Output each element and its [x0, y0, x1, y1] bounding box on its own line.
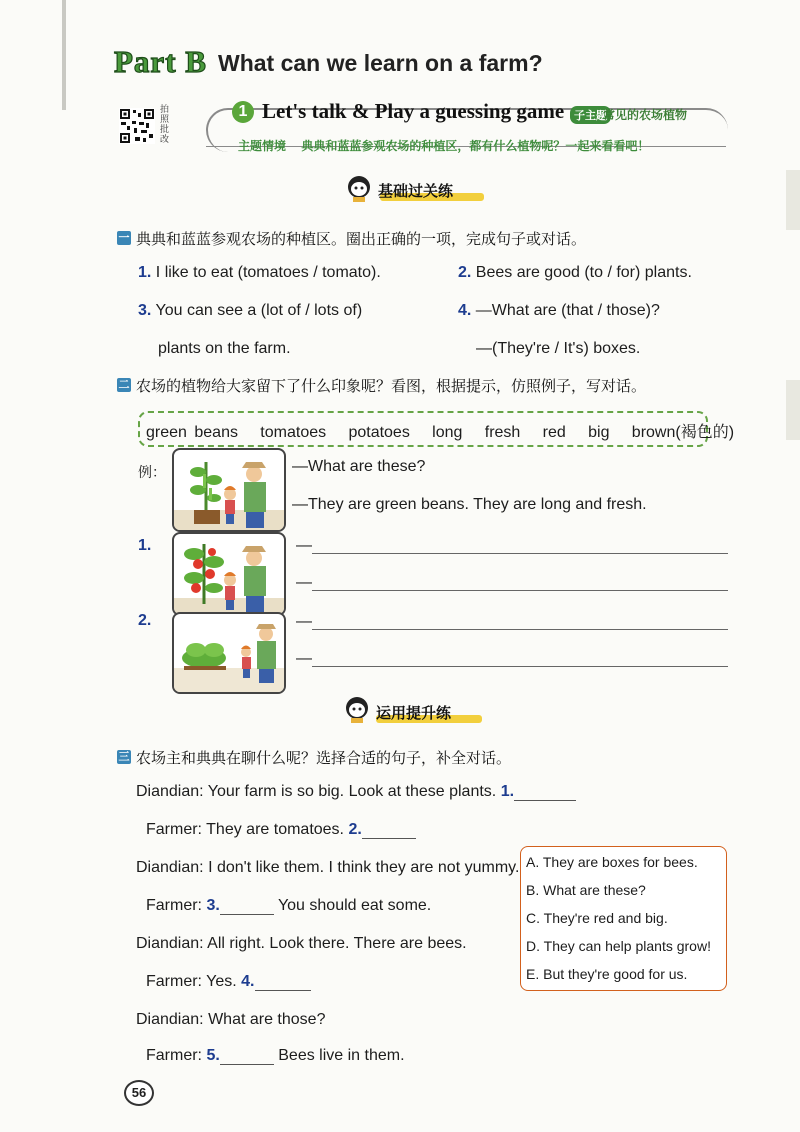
part-label: Part B	[114, 44, 207, 79]
answer-dash: —	[296, 574, 312, 591]
blank-5[interactable]	[220, 1064, 274, 1065]
q1-instruction: 典典和蓝蓝参观农场的种植区。圈出正确的一项，完成句子或对话。	[136, 231, 587, 248]
answer-line[interactable]	[312, 590, 728, 591]
question-icon: 三	[118, 751, 130, 763]
page-title: What can we learn on a farm?	[218, 50, 543, 76]
topic-badge: 子主题	[570, 106, 611, 124]
section-basic-title: 基础过关练	[378, 183, 454, 200]
mascot-icon	[346, 175, 372, 203]
mascot-icon	[344, 696, 370, 724]
answer-line[interactable]	[312, 553, 728, 554]
dialog-line-7: Diandian: What are those?	[136, 1011, 326, 1028]
answer-line[interactable]	[312, 666, 728, 667]
answer-dash: —	[296, 613, 312, 630]
binding-margin-line	[62, 0, 66, 110]
example-question: —What are these?	[292, 458, 426, 475]
lesson-title: Let's talk & Play a guessing game	[262, 99, 565, 123]
q3-instruction: 农场主和典典在聊什么呢？选择合适的句子，补全对话。	[136, 750, 512, 767]
tomato-plant-icon	[174, 534, 284, 614]
q1-item-2: 2. Bees are good (to / for) plants.	[458, 264, 692, 281]
scene-line	[238, 137, 649, 154]
option-a: A. They are boxes for bees.	[526, 854, 698, 870]
option-d: D. They can help plants grow!	[526, 938, 711, 954]
dialog-line-1: Diandian: Your farm is so big. Look at these plants. 1.	[136, 783, 576, 801]
q1-item-4: 4. —What are (that / those)?	[458, 302, 660, 319]
q2-item-2-num: 2.	[138, 612, 152, 629]
dialog-line-6: Farmer: Yes. 4.	[146, 973, 311, 991]
green-beans-plant-icon	[174, 450, 284, 530]
example-picture	[172, 448, 286, 532]
dialog-line-3: Diandian: I don't like them. I think they are not yummy.	[136, 859, 520, 876]
section-advanced-title: 运用提升练	[376, 705, 452, 722]
question-icon: 一	[118, 232, 130, 244]
dialog-line-8: Farmer: 5. Bees live in them.	[146, 1047, 405, 1064]
q1-item-4-cont: —(They're / It's) boxes.	[476, 340, 641, 357]
tomatoes-picture	[172, 532, 286, 616]
answer-line[interactable]	[312, 629, 728, 630]
q2-instruction: 农场的植物给大家留下了什么印象呢？看图，根据提示，仿照例子，写对话。	[136, 378, 647, 395]
qr-note: 拍照批改	[160, 104, 170, 144]
q1-item-1: 1. I like to eat (tomatoes / tomato).	[138, 264, 381, 281]
lesson-number: 1	[232, 101, 254, 123]
answer-dash: —	[296, 650, 312, 667]
topic-text: 常见的农场植物	[603, 108, 688, 122]
answer-dash: —	[296, 537, 312, 554]
question-icon: 二	[118, 379, 130, 391]
q2-item-1-num: 1.	[138, 537, 152, 554]
example-answer: —They are green beans. They are long and fresh.	[292, 496, 647, 513]
dialog-line-2: Farmer: They are tomatoes. 2.	[146, 821, 416, 839]
page-number: 56	[124, 1080, 154, 1106]
example-label: 例：	[138, 464, 166, 480]
option-b: B. What are these?	[526, 882, 646, 898]
blank-3[interactable]	[220, 914, 274, 915]
dialog-line-5: Diandian: All right. Look there. There are bees.	[136, 935, 467, 952]
blank-4[interactable]	[255, 990, 311, 991]
q1-item-3-cont: plants on the farm.	[158, 340, 291, 357]
option-c: C. They're red and big.	[526, 910, 668, 926]
potatoes-picture	[172, 612, 286, 694]
blank-2[interactable]	[362, 838, 416, 839]
word-bank: green beans tomatoes potatoes long fresh red big brown(褐色的)	[146, 424, 735, 441]
scene-label: 主题情境	[238, 139, 287, 153]
scene-text: 典典和蓝蓝参观农场的种植区，都有什么植物呢？一起来看看吧！	[301, 139, 650, 153]
blank-1[interactable]	[514, 800, 576, 801]
qr-code-icon[interactable]	[119, 108, 155, 144]
option-e: E. But they're good for us.	[526, 966, 688, 982]
side-tab	[786, 170, 800, 230]
q1-item-3: 3. You can see a (lot of / lots of)	[138, 302, 363, 319]
dialog-line-4: Farmer: 3. You should eat some.	[146, 897, 432, 914]
side-tab	[786, 380, 800, 440]
potato-plant-icon	[174, 614, 284, 692]
